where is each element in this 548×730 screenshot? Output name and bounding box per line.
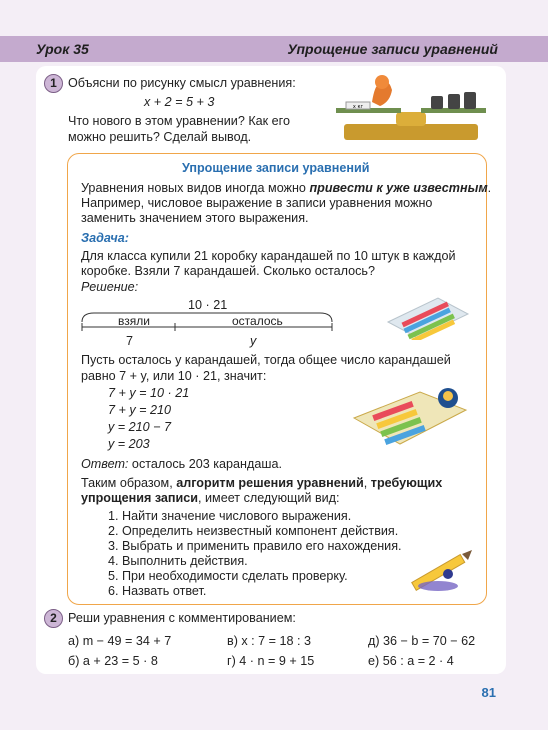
equation-item: е) 56 : a = 2 · 4 (368, 654, 454, 668)
answer-line (81, 457, 282, 471)
conclusion-bold-3: упрощения записи (81, 491, 199, 505)
algorithm-step: 1. Найти значение числового выражения. (108, 509, 352, 523)
lesson-topic: Упрощение записи уравнений (287, 41, 498, 57)
rule-title: Упрощение записи уравнений (182, 161, 370, 175)
equation-item: д) 36 − b = 70 − 62 (368, 634, 476, 648)
conclusion-comma: , (363, 476, 371, 490)
equation-step-2: 7 + y = 210 (108, 403, 172, 417)
rule-paragraph-1 (81, 181, 491, 195)
equation-item: г) 4 · n = 9 + 15 (227, 654, 315, 668)
conclusion-line-1 (81, 476, 442, 490)
task-number-1: 1 (44, 74, 63, 93)
equation-step-1: 7 + y = 10 · 21 (108, 386, 190, 400)
lesson-number: Урок 35 (36, 41, 89, 57)
page-number: 81 (481, 685, 496, 700)
solution-line-2: равно 7 + y, или 10 · 21, значит: (81, 369, 267, 383)
rule-p1-end: . (487, 181, 492, 195)
solution-line-1: Пусть осталось y карандашей, тогда общее число карандашей (81, 353, 451, 367)
problem-line-1: Для класса купили 21 коробку карандашей по 10 штук в каждой (81, 249, 456, 263)
equation-item: б) a + 23 = 5 · 8 (68, 654, 158, 668)
conclusion-bold-1: алгоритм решения уравнений (176, 476, 364, 490)
task1-line3: можно решить? Сделай вывод. (68, 130, 252, 144)
conclusion-end: , имеет следующий вид: (198, 491, 340, 505)
problem-line-2: коробке. Взяли 7 карандашей. Сколько осталось? (81, 264, 375, 278)
conclusion-line-2 (81, 491, 340, 505)
balance-scale-illustration (336, 68, 486, 146)
task-number-2: 2 (44, 609, 63, 628)
diagram-total: 10 · 21 (188, 298, 228, 312)
algorithm-step: 3. Выбрать и применить правило его нахождения. (108, 539, 402, 553)
rule-paragraph-3: заменить значением этого выражения. (81, 211, 309, 225)
equation-step-3: y = 210 − 7 (108, 420, 172, 434)
task1-line1: Объясни по рисунку смысл уравнения: (68, 76, 296, 90)
algorithm-step: 6. Назвать ответ. (108, 584, 207, 598)
task1-equation: x + 2 = 5 + 3 (144, 95, 215, 109)
rule-p1-bold: привести к уже известным (309, 181, 488, 195)
answer-text: осталось 203 карандаша. (128, 457, 282, 471)
diagram-left-label: взяли (118, 314, 150, 328)
equation-item: а) m − 49 = 34 + 7 (68, 634, 172, 648)
task1-line2: Что нового в этом уравнении? Как его (68, 114, 290, 128)
diagram-left-value: 7 (126, 334, 134, 348)
conclusion-start: Таким образом, (81, 476, 177, 490)
pencil-character-illustration (404, 546, 476, 598)
algorithm-step: 2. Определить неизвестный компонент действия. (108, 524, 399, 538)
algorithm-step: 4. Выполнить действия. (108, 554, 248, 568)
answer-label: Ответ: (81, 457, 129, 471)
diagram-right-label: осталось (232, 314, 283, 328)
pencils-illustration (382, 292, 472, 340)
solution-label: Решение: (81, 280, 139, 294)
algorithm-step: 5. При необходимости сделать проверку. (108, 569, 348, 583)
equation-step-4: y = 203 (108, 437, 150, 451)
task2-text: Реши уравнения с комментированием: (68, 611, 296, 625)
diagram-right-value: y (250, 334, 257, 348)
conclusion-bold-2: требующих (370, 476, 443, 490)
pencil-box-illustration (350, 384, 470, 452)
weight-label: x кг (352, 104, 364, 110)
rule-p1-start: Уравнения новых видов иногда можно (81, 181, 310, 195)
rule-paragraph-2: Например, числовое выражение в записи уравнения можно (81, 196, 433, 210)
equation-item: в) x : 7 = 18 : 3 (227, 634, 312, 648)
lesson-header (0, 36, 548, 62)
task-label: Задача: (81, 231, 129, 245)
